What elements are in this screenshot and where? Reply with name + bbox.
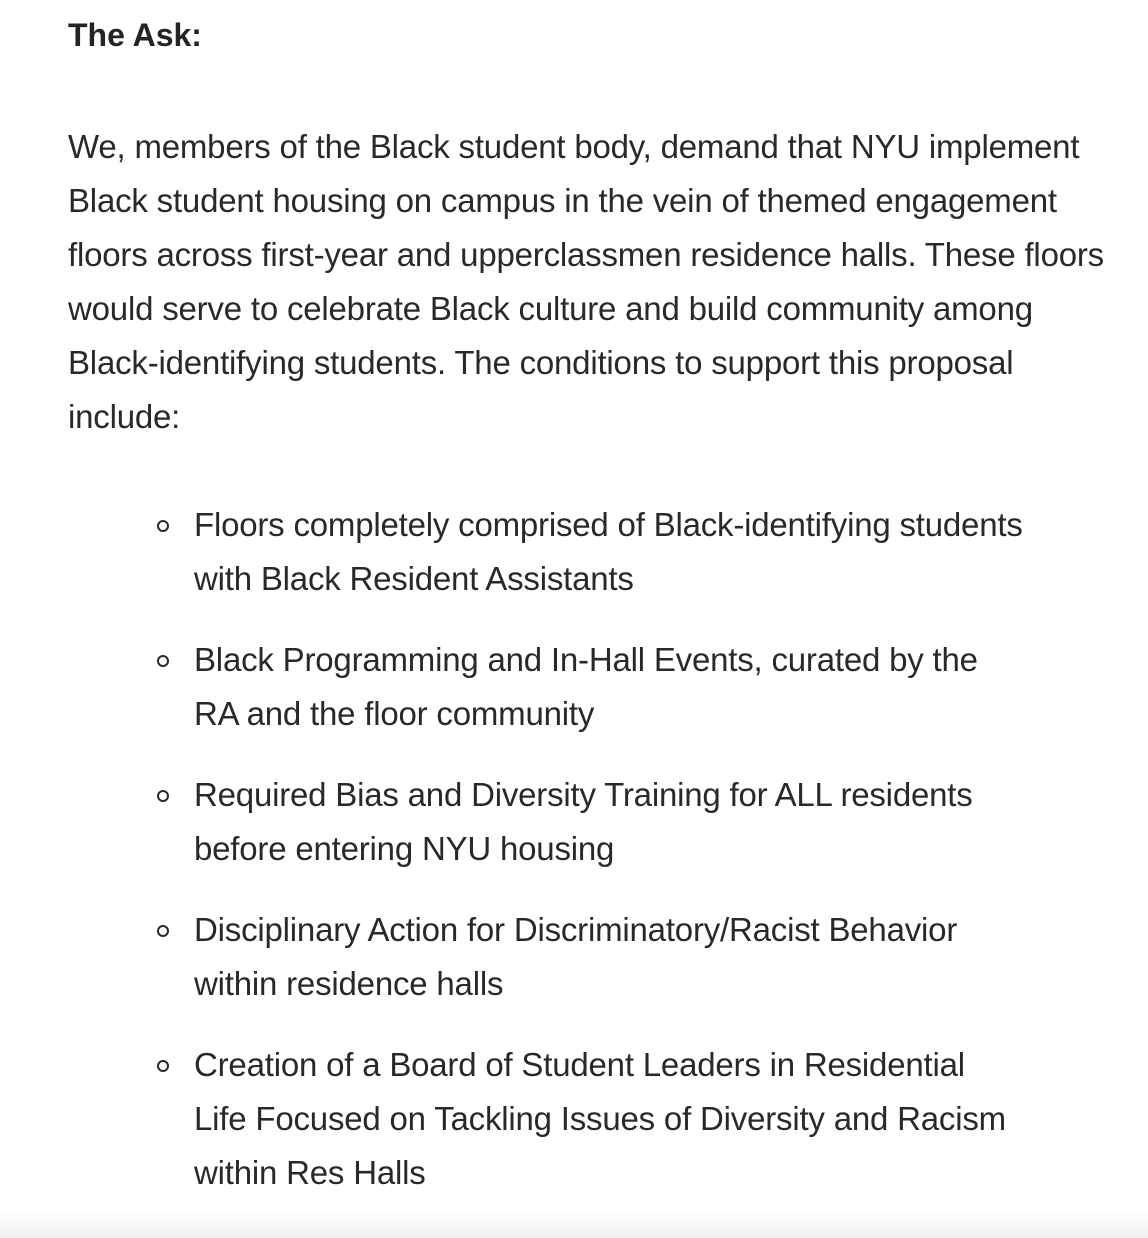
hollow-circle-bullet-icon xyxy=(157,520,169,532)
list-item-text: Black Programming and In-Hall Events, curated by the RA and the floor community xyxy=(194,641,978,732)
hollow-circle-bullet-icon xyxy=(157,925,169,937)
list-item-text: Disciplinary Action for Discriminatory/Racist Behavior within residence halls xyxy=(194,911,958,1002)
hollow-circle-bullet-icon xyxy=(157,1060,169,1072)
list-item xyxy=(194,498,1024,606)
section-heading: The Ask: xyxy=(68,17,202,53)
hollow-circle-bullet-icon xyxy=(157,655,169,667)
conditions-list xyxy=(68,498,1024,1200)
list-item-text: Required Bias and Diversity Training for ALL residents before entering NYU housing xyxy=(194,776,973,867)
bottom-fade xyxy=(0,1210,1148,1238)
article-body xyxy=(68,0,1128,1227)
list-item xyxy=(194,1038,1024,1200)
list-item xyxy=(194,768,1024,876)
list-item-text: Floors completely comprised of Black-identifying students with Black Resident Assistants xyxy=(194,506,1023,597)
hollow-circle-bullet-icon xyxy=(157,790,169,802)
list-item xyxy=(194,633,1024,741)
list-item xyxy=(194,903,1024,1011)
intro-paragraph: We, members of the Black student body, demand that NYU implement Black student housing on campus in the vein of themed engagement floors across first-year and upperclassmen residence halls. These floors would serve to celebrate Black culture and build community among Black-identifying students. The conditions to support this proposal include: xyxy=(68,128,1104,435)
list-item-text: Creation of a Board of Student Leaders in Residential Life Focused on Tackling Issues of Diversity and Racism within Res Halls xyxy=(194,1046,1006,1191)
